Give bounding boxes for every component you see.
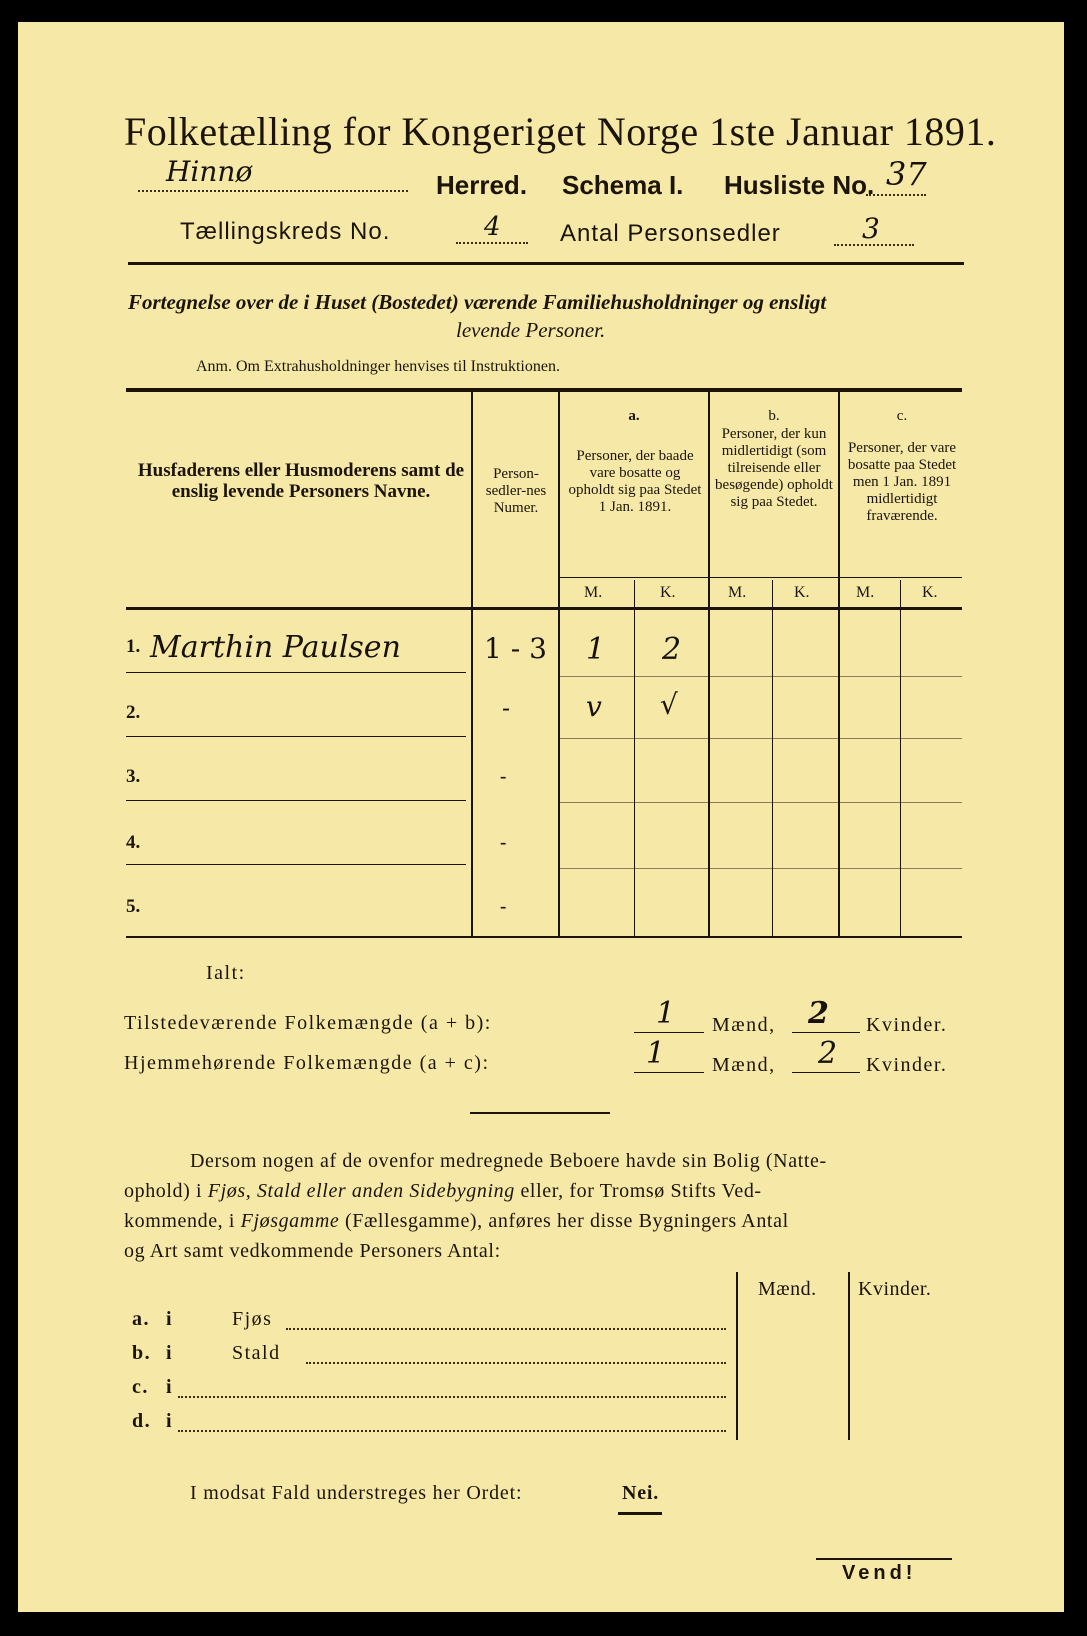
table-bottom-rule <box>126 936 962 938</box>
row-line-4 <box>126 864 466 865</box>
bld-col-divider-2 <box>848 1272 850 1440</box>
bld-dots-c <box>178 1396 726 1398</box>
cell-line-2 <box>560 738 962 739</box>
b-k-header: K. <box>794 584 810 601</box>
row-line-2 <box>126 736 466 737</box>
dersom-line-3c: (Fællesgamme), anføres her disse Bygningers Antal <box>339 1210 789 1232</box>
taellingskreds-value: 4 <box>484 212 501 242</box>
herred-value: Hinnø <box>166 155 253 188</box>
tilstede-kvinder: Kvinder. <box>866 1014 948 1036</box>
row-name: Marthin Paulsen <box>150 630 401 665</box>
form-title: Folketælling for Kongeriget Norge 1ste Januar 1891. <box>124 109 997 154</box>
dersom-line-2b: Fjøs, Stald eller anden Sidebygning <box>207 1180 515 1202</box>
hjemme-maend: Mænd, <box>712 1054 776 1076</box>
c-m-header: M. <box>856 584 875 601</box>
anm-note: Anm. Om Extrahusholdninger henvises til Instruktionen. <box>196 358 560 375</box>
b-m-header: M. <box>728 584 747 601</box>
hjemme-label: Hjemmehørende Folkemængde (a + c): <box>124 1052 490 1074</box>
col-header-num: Person-sedler-nes Numer. <box>485 466 547 516</box>
bld-i-c: i <box>166 1376 174 1398</box>
vend-text: Vend! <box>842 1562 917 1584</box>
taellingskreds-label: Tællingskreds No. <box>180 218 391 245</box>
hjemme-m-line <box>634 1072 704 1073</box>
bld-label-stald: Stald <box>232 1342 281 1364</box>
row-sheet-number: 1 - 3 <box>484 632 547 665</box>
census-form-page <box>18 22 1064 1612</box>
row-number: 5. <box>126 896 141 917</box>
a-k-header: K. <box>660 584 676 601</box>
bld-i-b: i <box>166 1342 174 1364</box>
tilstede-maend: Mænd, <box>712 1014 776 1036</box>
bld-label-fjos: Fjøs <box>232 1308 273 1330</box>
bld-i-a: i <box>166 1308 174 1330</box>
modsat-text: I modsat Fald understreges her Ordet: <box>190 1482 523 1504</box>
nei-word: Nei. <box>622 1482 660 1504</box>
col-divider-a <box>708 392 710 936</box>
tilstede-k-line <box>792 1032 860 1033</box>
bld-dots-b <box>306 1362 726 1364</box>
bld-maend-header: Mænd. <box>758 1278 817 1300</box>
ialt-label: Ialt: <box>206 962 246 984</box>
antal-value: 3 <box>862 212 880 245</box>
bld-i-d: i <box>166 1410 174 1432</box>
row-sheet-number: - <box>502 694 511 722</box>
header-rule <box>128 262 964 265</box>
col-divider-b <box>838 392 840 936</box>
intro-line-2: levende Personer. <box>456 318 606 342</box>
row-a-m-value: 1 <box>586 632 606 667</box>
bld-letter-a: a. <box>132 1308 150 1330</box>
tilstede-m-value: 1 <box>656 996 676 1031</box>
col-header-b: Personer, der kun midlertidigt (som tilreisende eller besøgende) opholdt sig paa Stedet. <box>715 426 833 510</box>
husliste-dotted-line <box>866 194 926 196</box>
nei-underline <box>618 1512 662 1515</box>
cell-line-1 <box>560 676 962 677</box>
row-line-1 <box>126 672 466 673</box>
intro-line-1: Fortegnelse over de i Huset (Bostedet) værende Familiehusholdninger og ensligt <box>128 290 827 314</box>
hjemme-k-line <box>792 1072 860 1073</box>
row-a-m-value: v <box>586 690 602 723</box>
table-header-bottom-rule <box>126 607 962 610</box>
hjemme-k-value: 2 <box>818 1036 838 1071</box>
c-k-header: K. <box>922 584 938 601</box>
bld-letter-b: b. <box>132 1342 152 1364</box>
row-a-k-value: √ <box>660 688 678 721</box>
bld-dots-d <box>178 1430 726 1432</box>
schema-label: Schema I. <box>562 170 684 200</box>
col-divider-num <box>558 392 560 936</box>
tilstede-label: Tilstedeværende Folkemængde (a + b): <box>124 1012 492 1034</box>
col-divider-name <box>471 392 473 936</box>
row-sheet-number: - <box>500 896 507 917</box>
husliste-value: 37 <box>886 155 927 193</box>
hjemme-m-value: 1 <box>646 1036 666 1071</box>
dersom-line-3a: kommende, i <box>124 1210 241 1232</box>
antal-label: Antal Personsedler <box>560 220 781 247</box>
row-number: 1. <box>126 636 141 657</box>
hjemme-kvinder: Kvinder. <box>866 1054 948 1076</box>
bld-kvinder-header: Kvinder. <box>858 1278 932 1300</box>
row-number: 2. <box>126 702 141 723</box>
cell-line-3 <box>560 802 962 803</box>
col-divider-c-mk <box>900 580 901 936</box>
husliste-label: Husliste No. <box>724 170 875 200</box>
col-divider-b-mk <box>772 580 773 936</box>
row-number: 4. <box>126 832 141 853</box>
dersom-line-1: Dersom nogen af de ovenfor medregnede Beboere havde sin Bolig (Natte- <box>190 1150 827 1172</box>
col-header-name: Husfaderens eller Husmoderens samt de enslig levende Personers Navne. <box>137 460 465 502</box>
table-top-rule <box>126 388 962 392</box>
col-header-a: Personer, der baade vare bosatte og opholdt sig paa Stedet 1 Jan. 1891. <box>568 448 702 515</box>
dersom-line-3b: Fjøsgamme <box>240 1210 340 1232</box>
vend-rule <box>816 1558 952 1560</box>
bld-letter-c: c. <box>132 1376 149 1398</box>
herred-label: Herred. <box>436 170 528 200</box>
bld-letter-d: d. <box>132 1410 152 1432</box>
row-a-k-value: 2 <box>662 632 682 667</box>
row-number: 3. <box>126 766 141 787</box>
tilstede-k-value: 2 <box>808 996 829 1031</box>
col-divider-a-mk <box>634 580 635 936</box>
dersom-line-4: og Art samt vedkommende Personers Antal: <box>124 1240 501 1262</box>
bld-dots-a <box>286 1328 726 1330</box>
dersom-line-3 <box>124 1210 789 1233</box>
dersom-line-2c: eller, for Tromsø Stifts Ved- <box>514 1180 762 1202</box>
dersom-line-2a: ophold) i <box>124 1180 208 1202</box>
section-divider <box>470 1112 610 1114</box>
a-m-header: M. <box>584 584 603 601</box>
row-sheet-number: - <box>500 832 507 853</box>
col-header-c: Personer, der vare bosatte paa Stedet men 1 Jan. 1891 midlertidigt fraværende. <box>847 440 957 524</box>
row-line-3 <box>126 800 466 801</box>
row-sheet-number: - <box>500 766 507 787</box>
bld-col-divider-1 <box>736 1272 738 1440</box>
tilstede-m-line <box>634 1032 704 1033</box>
dersom-line-2 <box>124 1180 762 1203</box>
taellingskreds-dotted-line <box>456 242 528 244</box>
col-header-c-letter: c. <box>896 408 908 424</box>
col-header-b-letter: b. <box>768 408 780 424</box>
cell-line-4 <box>560 868 962 869</box>
col-header-a-letter: a. <box>628 408 640 424</box>
mk-subheader-rule <box>560 577 962 578</box>
herred-dotted-line <box>138 190 408 192</box>
